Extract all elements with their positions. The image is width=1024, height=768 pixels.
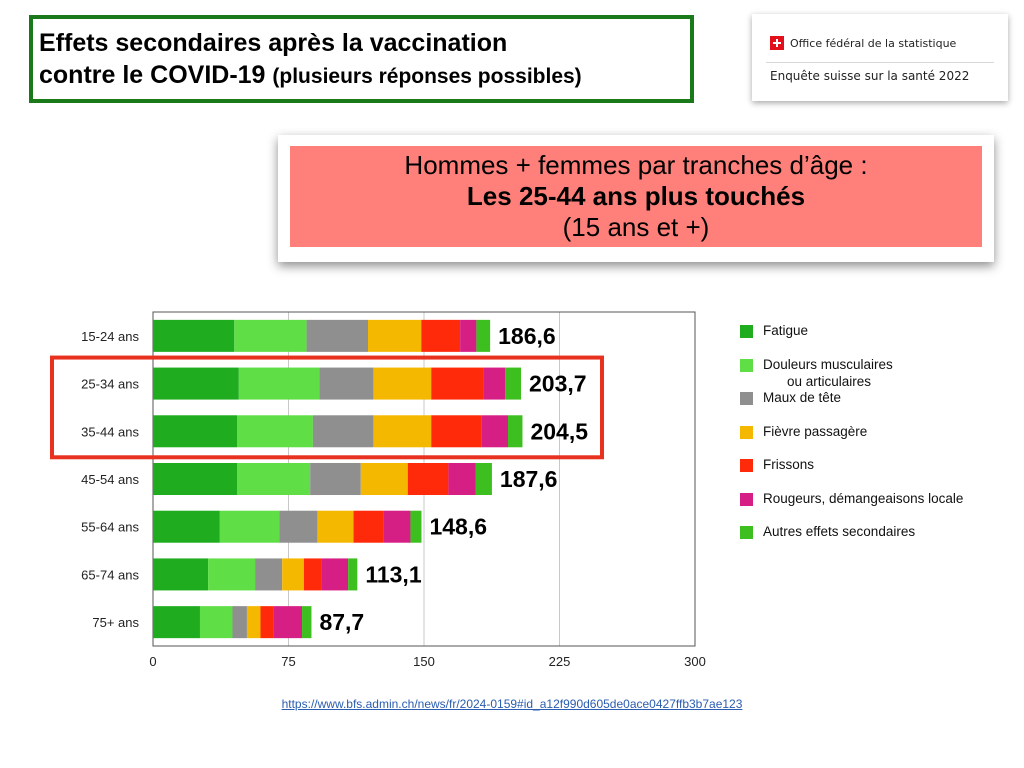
- bar-total-label: 204,5: [530, 418, 589, 445]
- bar-segment: [322, 558, 348, 590]
- bar-segment: [431, 368, 483, 400]
- bar-segment: [208, 558, 255, 590]
- office-name: Office fédéral de la statistique: [790, 36, 957, 50]
- bar-segment: [153, 463, 237, 495]
- bar-segment: [302, 606, 311, 638]
- bar-total-label: 87,7: [319, 609, 365, 636]
- bar-segment: [475, 463, 491, 495]
- bar-segment: [153, 415, 237, 447]
- legend-swatch: [740, 459, 753, 472]
- bar-segment: [282, 558, 304, 590]
- bar-segment: [232, 606, 246, 638]
- y-category-label: 25-34 ans: [81, 376, 139, 392]
- bar-segment: [421, 320, 460, 352]
- bar-segment: [319, 368, 373, 400]
- survey-name: Enquête suisse sur la santé 2022: [770, 69, 970, 83]
- bar-segment: [408, 463, 449, 495]
- legend-item: [740, 389, 841, 406]
- x-tick-label: 150: [413, 654, 435, 669]
- bar-segment: [153, 320, 234, 352]
- legend-item: [740, 356, 893, 390]
- bar-segment: [153, 558, 208, 590]
- bar-segment: [348, 558, 357, 590]
- bar-total-label: 186,6: [498, 322, 556, 349]
- bar-total-label: 203,7: [529, 370, 587, 397]
- source-link[interactable]: https://www.bfs.admin.ch/news/fr/2024-0159#id_a12f990d605de0ace0427ffb3b7ae123: [281, 697, 743, 711]
- bar-segment: [460, 320, 476, 352]
- legend-swatch: [740, 325, 753, 338]
- legend-swatch: [740, 392, 753, 405]
- legend-label: Fatigue: [763, 323, 809, 338]
- legend-label: Douleurs musculaires ou articulaires: [763, 357, 893, 389]
- bar-total-label: 113,1: [365, 561, 422, 588]
- x-tick-label: 0: [149, 654, 157, 669]
- y-category-label: 55-64 ans: [81, 519, 139, 535]
- bar-segment: [237, 463, 310, 495]
- bar-segment: [484, 368, 506, 400]
- x-tick-label: 225: [548, 654, 571, 669]
- bar-segment: [476, 320, 490, 352]
- bar-segment: [153, 606, 200, 638]
- legend-item: [740, 423, 867, 440]
- legend-swatch: [740, 426, 753, 439]
- legend-label: Fièvre passagère: [763, 424, 868, 439]
- y-category-label: 15-24 ans: [81, 328, 139, 344]
- legend-swatch: [740, 359, 753, 372]
- bar-segment: [482, 415, 508, 447]
- bar-total-label: 148,6: [429, 513, 488, 540]
- legend-swatch: [740, 493, 753, 506]
- bar-segment: [508, 415, 522, 447]
- bar-segment: [361, 463, 408, 495]
- legend-label: Frissons: [763, 457, 815, 472]
- legend-item: [740, 490, 963, 507]
- x-tick-label: 75: [281, 654, 296, 669]
- legend-swatch: [740, 526, 753, 539]
- y-category-label: 45-54 ans: [81, 472, 139, 487]
- legend-label: Maux de tête: [763, 390, 842, 405]
- bar-segment: [431, 415, 482, 447]
- bar-segment: [153, 511, 220, 543]
- bar-segment: [317, 511, 353, 543]
- bar-segment: [273, 606, 302, 638]
- bar-segment: [373, 368, 431, 400]
- subtitle-line-2: Les 25-44 ans plus touchés: [466, 181, 806, 211]
- bar-segment: [255, 558, 282, 590]
- title-line-2-sub: (plusieurs réponses possibles): [272, 65, 582, 88]
- bar-segment: [153, 368, 239, 400]
- bar-segment: [354, 511, 384, 543]
- legend-item: [740, 523, 915, 540]
- bar-segment: [373, 415, 431, 447]
- bar-segment: [237, 415, 313, 447]
- bar-segment: [260, 606, 273, 638]
- subtitle-line-1: Hommes + femmes par tranches d’âge :: [404, 150, 868, 180]
- bar-segment: [307, 320, 368, 352]
- subtitle-line-3: (15 ans et +): [562, 212, 710, 242]
- bar-total-label: 187,6: [499, 466, 558, 492]
- legend-item: [740, 456, 814, 473]
- bar-segment: [410, 511, 421, 543]
- legend-label: Autres effets secondaires: [763, 524, 916, 539]
- title-line-1: Effets secondaires après la vaccination: [39, 29, 508, 57]
- y-category-label: 75+ ans: [92, 615, 139, 631]
- bar-segment: [505, 368, 521, 400]
- title-line-2-main: contre le COVID-19: [39, 61, 266, 89]
- bar-segment: [368, 320, 421, 352]
- bar-segment: [234, 320, 306, 352]
- bar-segment: [304, 558, 322, 590]
- bar-segment: [239, 368, 319, 400]
- y-category-label: 35-44 ans: [81, 424, 139, 440]
- bar-segment: [279, 511, 317, 543]
- bar-segment: [247, 606, 261, 638]
- bar-segment: [310, 463, 361, 495]
- bar-segment: [383, 511, 410, 543]
- legend-item: [740, 322, 808, 339]
- y-category-label: 65-74 ans: [81, 567, 139, 583]
- bar-segment: [220, 511, 280, 543]
- bar-segment: [448, 463, 475, 495]
- legend-label: Rougeurs, démangeaisons locale: [763, 491, 964, 506]
- x-tick-label: 300: [684, 654, 706, 669]
- bar-segment: [200, 606, 233, 638]
- bar-segment: [313, 415, 374, 447]
